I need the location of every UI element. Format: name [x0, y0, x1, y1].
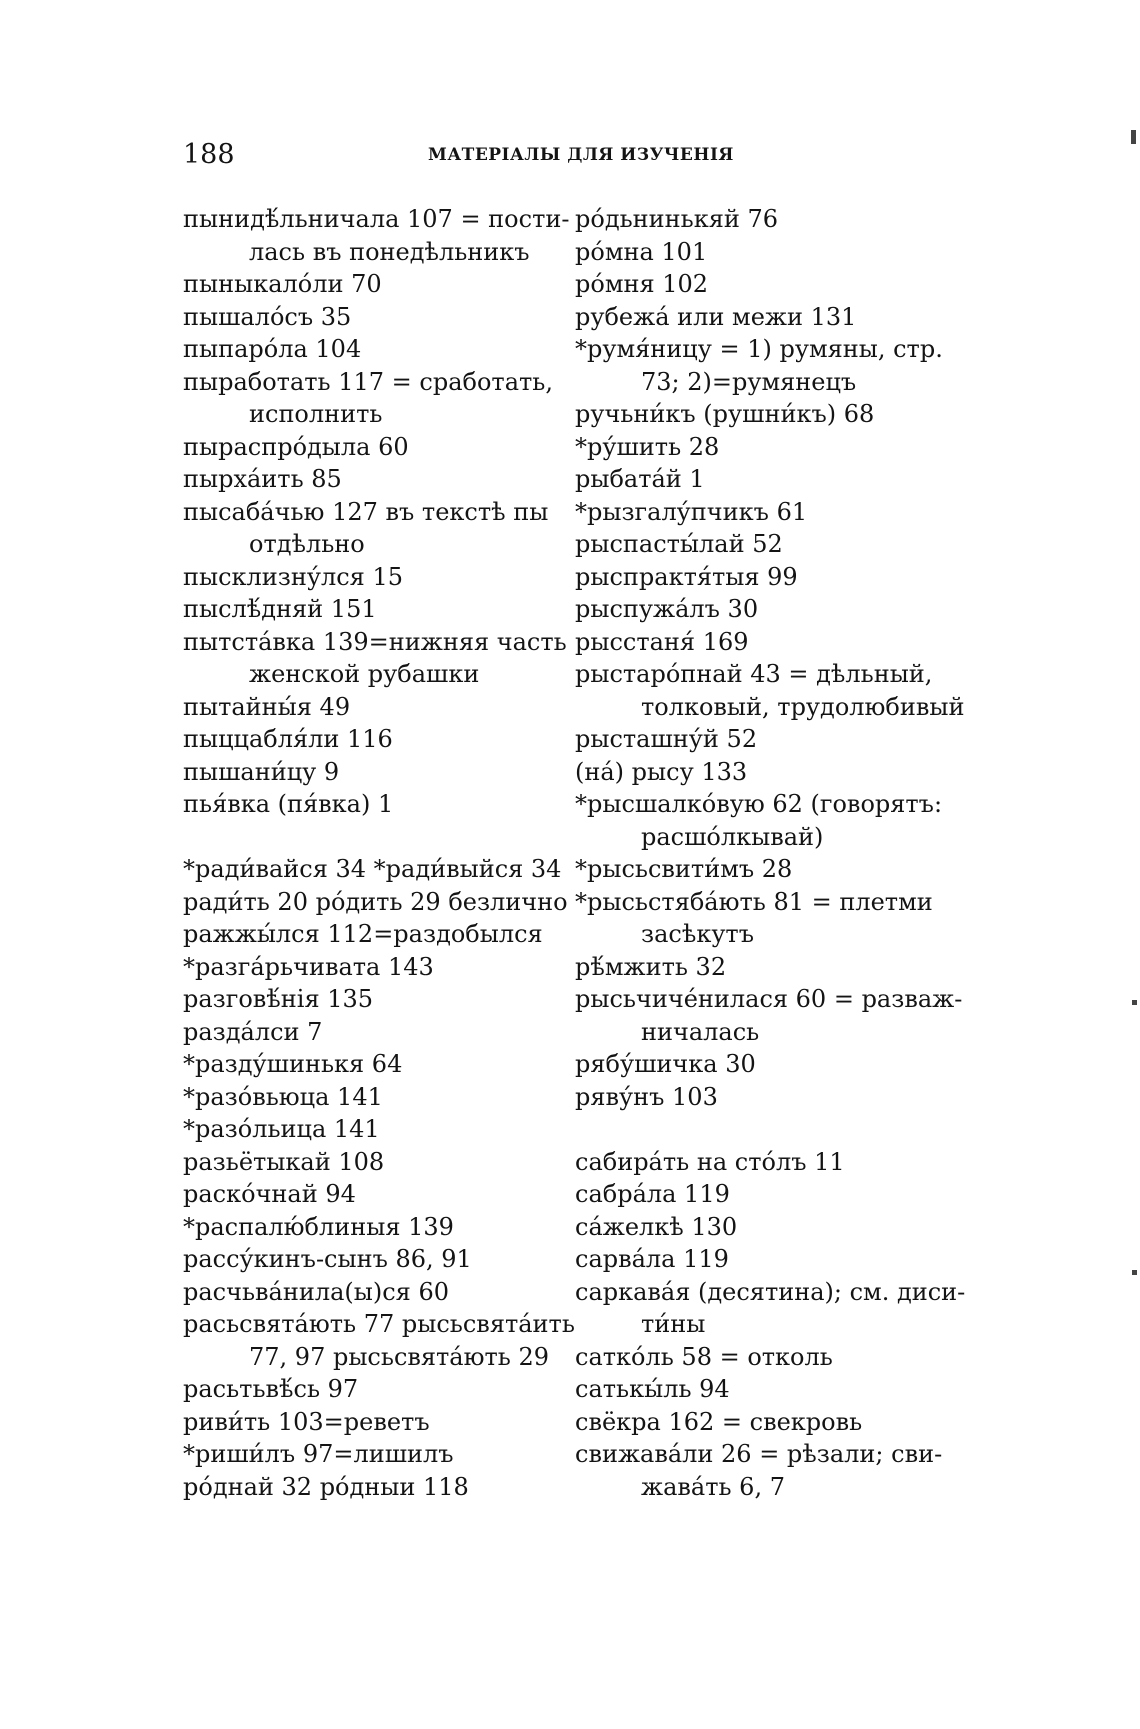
- index-entry: расьтьвѣ́сь 97: [183, 1375, 359, 1403]
- index-entry: ро́днай 32 ро́дныи 118: [183, 1472, 469, 1501]
- index-entry-continuation: ничалась: [641, 1017, 760, 1046]
- index-entry: рыспасты́лай 52: [575, 530, 783, 558]
- index-entry-continuation: расшо́лкывай): [641, 822, 824, 851]
- index-entry-continuation: лась въ понедѣльникъ: [249, 237, 530, 266]
- index-entry: ро́мна 101: [575, 237, 708, 266]
- index-entry: рыспрактя́тыя 99: [575, 562, 798, 591]
- index-entry: пытста́вка 139=нижняя часть: [183, 627, 567, 656]
- index-entry: ражжы́лся 112=раздобылся: [183, 920, 543, 948]
- index-entry: пыслѣ́дняй 151: [183, 595, 377, 623]
- index-entry: (на́) рысу 133: [575, 757, 748, 786]
- scan-mark: [1132, 1270, 1137, 1275]
- index-entry: пысклизну́лся 15: [183, 562, 403, 591]
- index-entry-continuation: жава́ть 6, 7: [641, 1472, 785, 1501]
- index-entry: сарва́ла 119: [575, 1245, 729, 1273]
- index-entry: ро́мня 102: [575, 270, 709, 298]
- index-entry: рыбата́й 1: [575, 465, 705, 493]
- index-entry: *ру́шить 28: [575, 432, 720, 461]
- index-entry: *разду́шинькя 64: [183, 1050, 403, 1078]
- index-entry-continuation: толковый, трудолюбивый: [641, 692, 965, 721]
- index-entry: свёкра 162 = свекровь: [575, 1407, 863, 1436]
- running-head: МАТЕРІАЛЫ ДЛЯ ИЗУЧЕНІЯ: [428, 145, 734, 165]
- index-entry: риви́ть 103=реветъ: [183, 1407, 430, 1436]
- index-entry: *рысьсвити́мъ 28: [575, 855, 793, 883]
- index-entry: са́желкѣ 130: [575, 1212, 738, 1241]
- scan-mark: [1131, 130, 1136, 144]
- index-entry: *разга́рьчивата 143: [183, 952, 434, 981]
- index-entry: рубежа́ или межи 131: [575, 302, 857, 331]
- index-entry: пытайны́я 49: [183, 692, 351, 721]
- index-column-left: [183, 203, 575, 1503]
- index-entry: рассу́кинъ-сынъ 86, 91: [183, 1245, 472, 1273]
- index-entry: рысьчиче́нилася 60 = развaж-: [575, 985, 963, 1013]
- scan-mark: [1132, 1000, 1137, 1005]
- index-entry: *ради́вайся 34 *ради́выйся 34: [183, 855, 562, 883]
- index-entry: *рызгалу́пчикъ 61: [575, 497, 808, 526]
- index-entry-continuation: засѣкутъ: [641, 920, 754, 948]
- index-entry: расьсвята́ють 77 рысьсвята́ить: [183, 1310, 575, 1338]
- index-entry: *риши́лъ 97=лишилъ: [183, 1440, 454, 1468]
- index-entry: ради́ть 20 ро́дить 29 безлично: [183, 887, 568, 916]
- index-entry: рысташну́й 52: [575, 725, 758, 753]
- index-entry: рѣ́мжить 32: [575, 952, 727, 981]
- index-entry: рыспужа́лъ 30: [575, 595, 759, 623]
- index-entry: *румя́ницу = 1) румяны, стр.: [575, 335, 943, 363]
- index-entry: пыццабля́ли 116: [183, 725, 393, 753]
- index-entry-continuation: женской рубашки: [249, 660, 480, 688]
- index-entry: рысстаня́ 169: [575, 627, 749, 656]
- section-gap: [183, 821, 561, 854]
- index-entry: *разо́льица 141: [183, 1115, 380, 1143]
- index-entry: *распалю́блиныя 139: [183, 1212, 454, 1241]
- index-entry: пышало́съ 35: [183, 302, 352, 331]
- index-entry: сатко́ль 58 = отколь: [575, 1342, 833, 1371]
- index-entry: ряву́нъ 103: [575, 1082, 718, 1111]
- index-entry-continuation: 77, 97 рысьсвята́ють 29: [249, 1342, 550, 1371]
- index-entry: пья́вка (пя́вка) 1: [183, 790, 394, 818]
- index-entry: пысаба́чью 127 въ текстѣ пы: [183, 497, 549, 526]
- index-entry: пырха́ить 85: [183, 465, 342, 493]
- index-entry: разьётыкай 108: [183, 1147, 385, 1176]
- index-entry: *рысьстяба́ють 81 = плетми: [575, 887, 933, 916]
- index-entry: пышани́цу 9: [183, 757, 340, 786]
- index-entry: пынидѣ́льничала 107 = пости-: [183, 205, 570, 233]
- index-entry: сабира́ть на сто́лъ 11: [575, 1147, 845, 1176]
- index-entry: разда́лси 7: [183, 1017, 323, 1046]
- index-entry-continuation: отдѣльно: [249, 530, 365, 558]
- index-entry: раско́чнай 94: [183, 1180, 356, 1208]
- index-entry: *рысшалко́вую 62 (говорятъ:: [575, 790, 943, 818]
- index-entry: сатькы́ль 94: [575, 1375, 730, 1403]
- index-column-right: [575, 203, 966, 1503]
- index-entry-continuation: исполнить: [249, 400, 383, 428]
- index-entry: расчьва́нила(ы)ся 60: [183, 1277, 449, 1306]
- index-entry: пыраспро́дыла 60: [183, 432, 409, 461]
- index-entry: пыныкало́ли 70: [183, 270, 382, 298]
- page-number: 188: [183, 139, 235, 170]
- index-entry-continuation: ти́ны: [641, 1310, 706, 1338]
- index-entry: пыпаро́ла 104: [183, 335, 362, 363]
- index-entry: ручьни́къ (рушни́къ) 68: [575, 400, 875, 428]
- index-entry: саркава́я (десятина); см. диси-: [575, 1277, 966, 1306]
- section-gap: [575, 1113, 955, 1146]
- index-entry: *разо́вьюца 141: [183, 1082, 383, 1111]
- index-entry: ро́дьнинькяй 76: [575, 205, 779, 233]
- index-entry: свижава́ли 26 = рѣзали; сви-: [575, 1440, 943, 1468]
- index-entry: рябу́шичка 30: [575, 1050, 756, 1078]
- index-entry: пыработать 117 = сработать,: [183, 367, 553, 396]
- index-entry: рыстаро́пнай 43 = дѣльный,: [575, 660, 933, 688]
- index-entry: сабра́ла 119: [575, 1180, 730, 1208]
- index-entry-continuation: 73; 2)=румянецъ: [641, 367, 857, 396]
- index-entry: разговѣ́нія 135: [183, 985, 374, 1013]
